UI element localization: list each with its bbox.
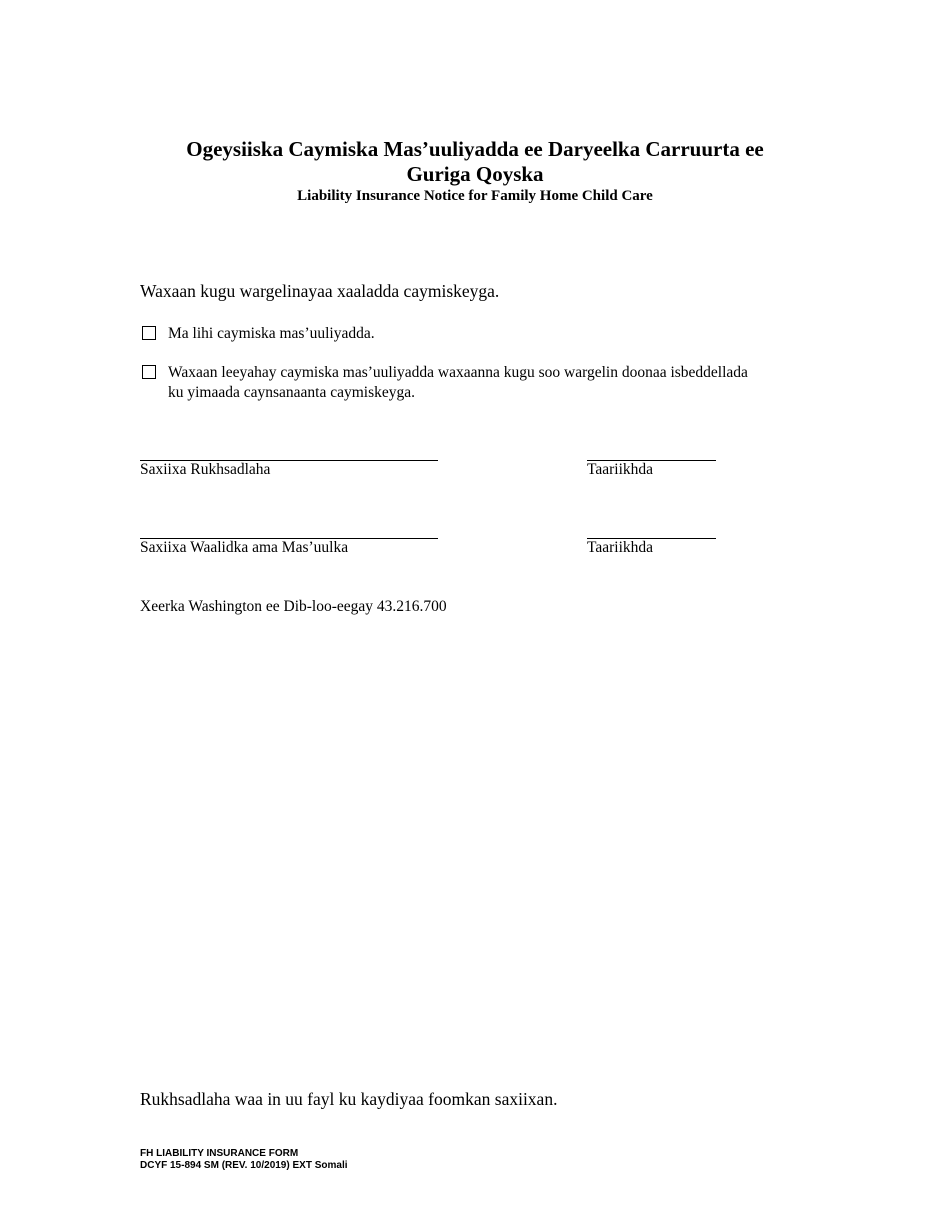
no-insurance-checkbox[interactable]	[142, 326, 156, 340]
form-title-line1: Ogeysiiska Caymiska Mas’uuliyadda ee Daryeelka Carruurta ee	[186, 137, 764, 161]
licensee-signature-label: Saxiixa Rukhsadlaha	[140, 461, 271, 478]
intro-text: Waxaan kugu wargelinayaa xaaladda caymiskeyga.	[140, 281, 500, 301]
no-insurance-label: Ma lihi caymiska mas’uuliyadda.	[168, 325, 375, 342]
has-insurance-label-line2: ku yimaada caynsanaanta caymiskeyga.	[168, 384, 416, 401]
form-title-line2: Guriga Qoyska	[406, 162, 544, 186]
parent-signature-label: Saxiixa Waalidka ama Mas’uulka	[140, 539, 349, 556]
has-insurance-label-line1: Waxaan leeyahay caymiska mas’uuliyadda waxaanna kugu soo wargelin doonaa isbeddellada	[168, 364, 748, 381]
licensee-date-label: Taariikhda	[587, 461, 654, 478]
form-code-line2: DCYF 15-894 SM (REV. 10/2019) EXT Somali	[140, 1160, 348, 1171]
footer-instruction: Rukhsadlaha waa in uu fayl ku kaydiyaa foomkan saxiixan.	[140, 1089, 558, 1109]
form-subtitle: Liability Insurance Notice for Family Home Child Care	[297, 188, 653, 204]
has-insurance-checkbox[interactable]	[142, 365, 156, 379]
law-reference: Xeerka Washington ee Dib-loo-eegay 43.216.700	[140, 598, 447, 615]
parent-date-label: Taariikhda	[587, 539, 654, 556]
form-code-line1: FH LIABILITY INSURANCE FORM	[140, 1148, 299, 1159]
